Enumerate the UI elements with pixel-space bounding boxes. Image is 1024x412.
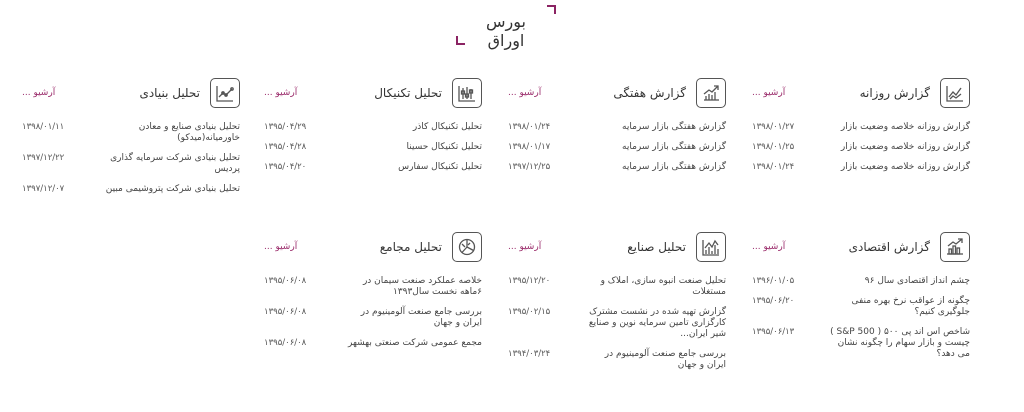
title-corner-top-right [547, 5, 556, 14]
list-item[interactable] [508, 162, 726, 173]
item-date: ۱۳۹۵/۰۴/۲۹ [264, 122, 307, 132]
title-corner-bottom-left [456, 36, 465, 45]
item-title[interactable]: چشم انداز اقتصادی سال ۹۶ [864, 276, 970, 286]
archive-link[interactable]: آرشیو ... [508, 242, 542, 252]
item-title[interactable]: گزارش هفتگی بازار سرمایه [622, 162, 726, 172]
item-date: ۱۳۹۸/۰۱/۲۷ [752, 122, 795, 132]
section-weekly-report [508, 78, 726, 182]
list-item[interactable] [22, 122, 240, 144]
list-item[interactable] [752, 276, 970, 287]
growth-chart-icon [940, 232, 970, 262]
pie-chart-icon [452, 232, 482, 262]
list-item[interactable] [508, 349, 726, 371]
page-title: بورس اوراق [486, 12, 526, 50]
section-title: تحلیل تکنیکال [374, 86, 442, 100]
section-title: تحلیل صنایع [627, 240, 686, 254]
list-item[interactable] [752, 142, 970, 153]
section-title: تحلیل مجامع [379, 240, 442, 254]
item-date: ۱۳۹۸/۰۱/۱۷ [508, 142, 551, 152]
item-title[interactable]: تحلیل بنیادی صنایع و معادن خاورمیانه(میدکو) [138, 122, 240, 143]
item-title[interactable]: شاخص اس اند پی ۵۰۰ ( S&P 500 ) چیست و بازار سهام را چگونه نشان می دهد؟ [830, 327, 970, 359]
list-item[interactable] [22, 184, 240, 195]
section-title: گزارش روزانه [859, 86, 930, 100]
trend-up-bars-icon [696, 78, 726, 108]
list-item[interactable] [508, 276, 726, 298]
sliders-icon [452, 78, 482, 108]
list-item[interactable] [508, 142, 726, 153]
item-title[interactable]: تحلیل بنیادی شرکت سرمایه گذاری پردیس [110, 153, 240, 174]
item-title[interactable]: گزارش روزانه خلاصه وضعیت بازار [840, 122, 970, 132]
item-title[interactable]: گزارش تهیه شده در نشست مشترک کارگزاری تامین سرمایه نوین و صنایع شیر ایران... [588, 307, 726, 339]
item-title[interactable]: گزارش روزانه خلاصه وضعیت بازار [840, 142, 970, 152]
item-title[interactable]: گزارش هفتگی بازار سرمایه [622, 142, 726, 152]
item-date: ۱۳۹۷/۱۲/۰۷ [22, 184, 65, 194]
archive-link[interactable]: آرشیو ... [264, 242, 298, 252]
line-chart-icon [940, 78, 970, 108]
section-title: گزارش هفتگی [613, 86, 686, 100]
list-item[interactable] [22, 153, 240, 175]
list-item[interactable] [508, 122, 726, 133]
item-title[interactable]: تحلیل تکنیکال کاذر [412, 122, 482, 132]
item-title[interactable]: گزارش روزانه خلاصه وضعیت بازار [840, 162, 970, 172]
item-date: ۱۳۹۵/۰۶/۰۸ [264, 307, 307, 317]
item-title[interactable]: بررسی جامع صنعت آلومینیوم در ایران و جهان [604, 349, 726, 370]
item-date: ۱۳۹۸/۰۱/۲۴ [508, 122, 551, 132]
item-title[interactable]: بررسی جامع صنعت آلومینیوم در ایران و جهان [360, 307, 482, 328]
item-date: ۱۳۹۵/۰۶/۰۸ [264, 338, 307, 348]
list-item[interactable] [264, 338, 482, 349]
item-date: ۱۳۹۸/۰۱/۲۵ [752, 142, 795, 152]
section-technical-analysis [264, 78, 482, 182]
section-economic-report [752, 232, 970, 369]
list-item[interactable] [264, 276, 482, 298]
item-title[interactable]: گزارش هفتگی بازار سرمایه [622, 122, 726, 132]
item-title[interactable]: چگونه از عواقب نرخ بهره منفی جلوگیری کنیم؟ [851, 296, 970, 317]
bar-line-chart-icon [696, 232, 726, 262]
section-title: تحلیل بنیادی [139, 86, 200, 100]
item-date: ۱۳۹۵/۰۴/۲۰ [264, 162, 307, 172]
item-date: ۱۳۹۸/۰۱/۲۴ [752, 162, 795, 172]
item-date: ۱۳۹۵/۰۲/۱۵ [508, 307, 551, 317]
list-item[interactable] [752, 162, 970, 173]
item-title[interactable]: خلاصه عملکرد صنعت سیمان در ۶ماهه نخست سال۱۳۹۳ [362, 276, 482, 297]
item-date: ۱۳۹۵/۰۶/۱۳ [752, 327, 795, 337]
section-title: گزارش اقتصادی [848, 240, 930, 254]
section-daily-report [752, 78, 970, 182]
item-date: ۱۳۹۵/۰۶/۲۰ [752, 296, 795, 306]
page-title-frame [456, 5, 556, 50]
item-title[interactable]: تحلیل تکنیکال سفارس [398, 162, 482, 172]
item-title[interactable]: تحلیل صنعت انبوه سازی، املاک و مستغلات [600, 276, 726, 297]
item-date: ۱۳۹۸/۰۱/۱۱ [22, 122, 65, 132]
item-title[interactable]: مجمع عمومی شرکت صنعتی بهشهر [348, 338, 482, 348]
item-date: ۱۳۹۶/۰۱/۰۵ [752, 276, 795, 286]
item-date: ۱۳۹۵/۱۲/۲۰ [508, 276, 551, 286]
archive-link[interactable]: آرشیو ... [22, 88, 56, 98]
item-date: ۱۳۹۷/۱۲/۲۲ [22, 153, 65, 163]
section-fundamental-analysis [22, 78, 240, 204]
list-item[interactable] [752, 327, 970, 360]
item-date: ۱۳۹۷/۱۲/۲۵ [508, 162, 551, 172]
list-item[interactable] [264, 122, 482, 133]
list-item[interactable] [264, 142, 482, 153]
item-date: ۱۳۹۵/۰۴/۲۸ [264, 142, 307, 152]
archive-link[interactable]: آرشیو ... [752, 88, 786, 98]
item-date: ۱۳۹۴/۰۳/۲۴ [508, 349, 551, 359]
list-item[interactable] [752, 122, 970, 133]
item-title[interactable]: تحلیل تکنیکال حسینا [406, 142, 482, 152]
archive-link[interactable]: آرشیو ... [508, 88, 542, 98]
archive-link[interactable]: آرشیو ... [264, 88, 298, 98]
scatter-line-icon [210, 78, 240, 108]
list-item[interactable] [264, 307, 482, 329]
list-item[interactable] [508, 307, 726, 340]
section-assemblies-analysis [264, 232, 482, 358]
section-industry-analysis [508, 232, 726, 380]
item-title[interactable]: تحلیل بنیادی شرکت پتروشیمی مبین [105, 184, 240, 194]
item-date: ۱۳۹۵/۰۶/۰۸ [264, 276, 307, 286]
archive-link[interactable]: آرشیو ... [752, 242, 786, 252]
list-item[interactable] [264, 162, 482, 173]
list-item[interactable] [752, 296, 970, 318]
